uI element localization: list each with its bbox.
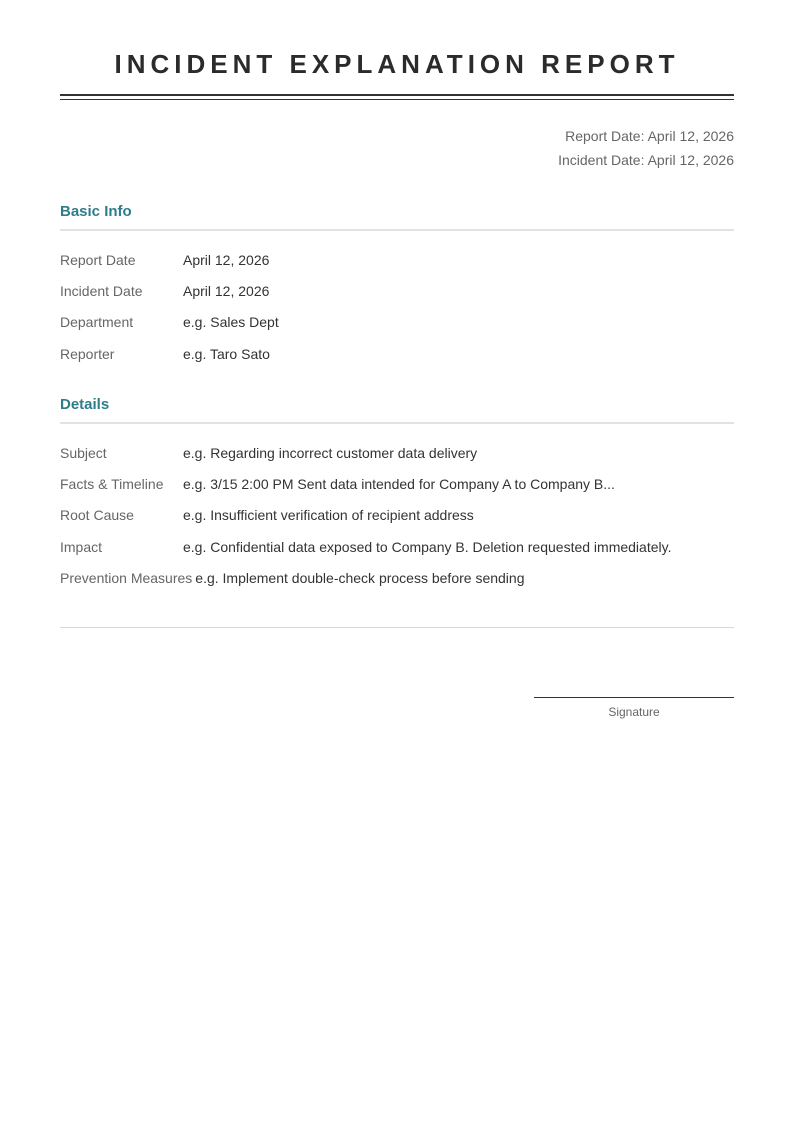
field-row-root-cause: [60, 500, 734, 531]
field-row-department: [60, 307, 734, 338]
field-value[interactable]: e.g. Regarding incorrect customer data delivery: [183, 444, 478, 461]
field-label: Subject: [60, 444, 107, 461]
field-value[interactable]: e.g. 3/15 2:00 PM Sent data intended for Company A to Company B...: [183, 476, 615, 493]
field-row-prevention-measures: [60, 562, 734, 593]
field-label: Impact: [60, 538, 103, 555]
details-rows: [60, 437, 734, 593]
field-label: Prevention Measures: [60, 570, 193, 587]
field-value[interactable]: e.g. Insufficient verification of recipient address: [183, 507, 474, 524]
field-value[interactable]: e.g. Taro Sato: [183, 345, 270, 362]
header-report-date: Report Date: April 12, 2026: [565, 128, 734, 144]
section-heading-basic-info: Basic Info: [60, 202, 734, 231]
field-value[interactable]: e.g. Confidential data exposed to Company B. Deletion requested immediately.: [183, 538, 672, 555]
field-label: Report Date: [60, 251, 136, 268]
title-double-rule: [60, 94, 734, 100]
header-incident-date: Incident Date: April 12, 2026: [558, 152, 734, 168]
field-label: Facts & Timeline: [60, 476, 164, 493]
field-value[interactable]: e.g. Implement double-check process before sending: [195, 570, 525, 587]
signature-label: Signature: [608, 705, 660, 719]
section-heading-details: Details: [60, 395, 734, 424]
field-value[interactable]: e.g. Sales Dept: [183, 314, 279, 331]
field-value[interactable]: April 12, 2026: [183, 282, 270, 299]
bottom-divider: [60, 627, 734, 628]
field-row-incident-date: [60, 275, 734, 306]
field-row-impact: [60, 531, 734, 562]
field-row-subject: [60, 437, 734, 468]
field-label: Department: [60, 314, 134, 331]
field-label: Reporter: [60, 345, 115, 362]
field-row-facts-timeline: [60, 468, 734, 499]
field-row-report-date: [60, 244, 734, 275]
header-dates: [60, 124, 734, 172]
field-row-reporter: [60, 338, 734, 369]
signature-line[interactable]: [534, 697, 734, 719]
field-label: Root Cause: [60, 507, 134, 524]
field-label: Incident Date: [60, 282, 143, 299]
page-title: INCIDENT EXPLANATION REPORT: [114, 49, 680, 79]
field-value[interactable]: April 12, 2026: [183, 251, 270, 268]
basic-info-rows: [60, 244, 734, 369]
